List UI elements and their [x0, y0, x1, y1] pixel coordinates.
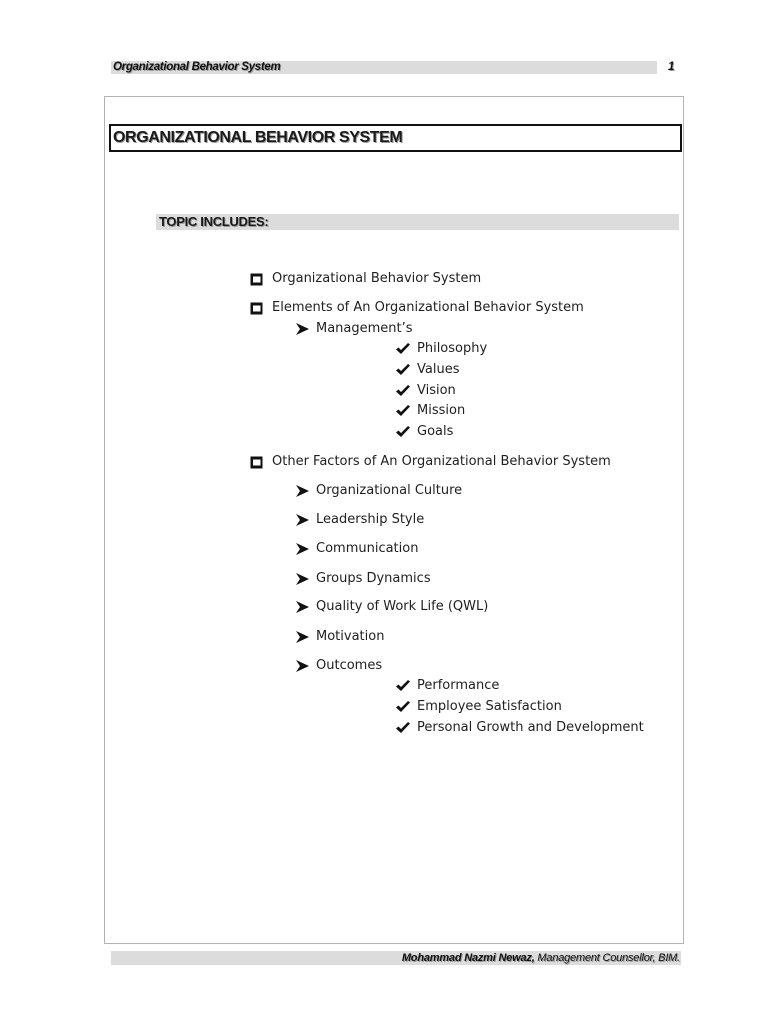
arrow-bullet-icon [296, 573, 309, 585]
check-item-label: Goals [417, 424, 454, 439]
subtopic-item [296, 629, 384, 645]
check-item [396, 403, 465, 419]
subtopic-item [296, 321, 413, 337]
check-item [396, 678, 499, 694]
topic-item-label: Organizational Behavior System [272, 271, 482, 286]
checkmark-icon [396, 680, 410, 692]
square-bullet-icon [250, 456, 263, 469]
subtopic-item-label: Quality of Work Life (QWL) [316, 599, 489, 614]
check-item-label: Employee Satisfaction [417, 699, 562, 714]
check-item [396, 362, 459, 378]
checkmark-icon [396, 722, 410, 734]
subtopic-item [296, 512, 424, 528]
check-item-label: Personal Growth and Development [417, 720, 644, 735]
subtopic-item [296, 658, 382, 674]
document-title: ORGANIZATIONAL BEHAVIOR SYSTEM [113, 129, 403, 146]
arrow-bullet-icon [296, 631, 309, 643]
checkmark-icon [396, 405, 410, 417]
check-item [396, 424, 453, 440]
check-item-label: Values [417, 362, 460, 377]
check-item [396, 383, 456, 399]
check-item [396, 699, 562, 715]
arrow-bullet-icon [296, 485, 309, 497]
topic-item [250, 454, 611, 470]
check-item [396, 341, 487, 357]
subtopic-item [296, 483, 462, 499]
check-item-label: Vision [417, 383, 456, 398]
topic-heading: TOPIC INCLUDES: [159, 214, 269, 229]
topic-item-label: Elements of An Organizational Behavior System [272, 300, 584, 315]
topic-item-label: Other Factors of An Organizational Behavior System [272, 454, 611, 469]
check-item-label: Performance [417, 678, 500, 693]
subtopic-item-label: Communication [316, 541, 419, 556]
checkmark-icon [396, 385, 410, 397]
page-number: 1 [668, 61, 675, 73]
subtopic-item [296, 541, 418, 557]
footer-author: Mohammad Nazmi Newaz, [401, 952, 535, 964]
topic-item [250, 271, 481, 287]
arrow-bullet-icon [296, 323, 309, 335]
subtopic-item-label: Groups Dynamics [316, 571, 431, 586]
check-item-label: Mission [417, 403, 466, 418]
arrow-bullet-icon [296, 514, 309, 526]
subtopic-item [296, 599, 488, 615]
checkmark-icon [396, 701, 410, 713]
subtopic-item [296, 571, 431, 587]
arrow-bullet-icon [296, 660, 309, 672]
check-item [396, 720, 644, 736]
footer-role: Management Counsellor, BIM. [534, 952, 680, 964]
topic-item [250, 300, 584, 316]
check-item-label: Philosophy [417, 341, 488, 356]
square-bullet-icon [250, 302, 263, 315]
running-header-title: Organizational Behavior System [113, 61, 281, 73]
subtopic-item-label: Management’s [316, 321, 413, 336]
subtopic-item-label: Outcomes [316, 658, 383, 673]
checkmark-icon [396, 343, 410, 355]
arrow-bullet-icon [296, 543, 309, 555]
arrow-bullet-icon [296, 601, 309, 613]
subtopic-item-label: Motivation [316, 629, 385, 644]
footer-credit [384, 951, 680, 965]
checkmark-icon [396, 364, 410, 376]
subtopic-item-label: Organizational Culture [316, 483, 463, 498]
checkmark-icon [396, 426, 410, 438]
square-bullet-icon [250, 273, 263, 286]
subtopic-item-label: Leadership Style [316, 512, 425, 527]
